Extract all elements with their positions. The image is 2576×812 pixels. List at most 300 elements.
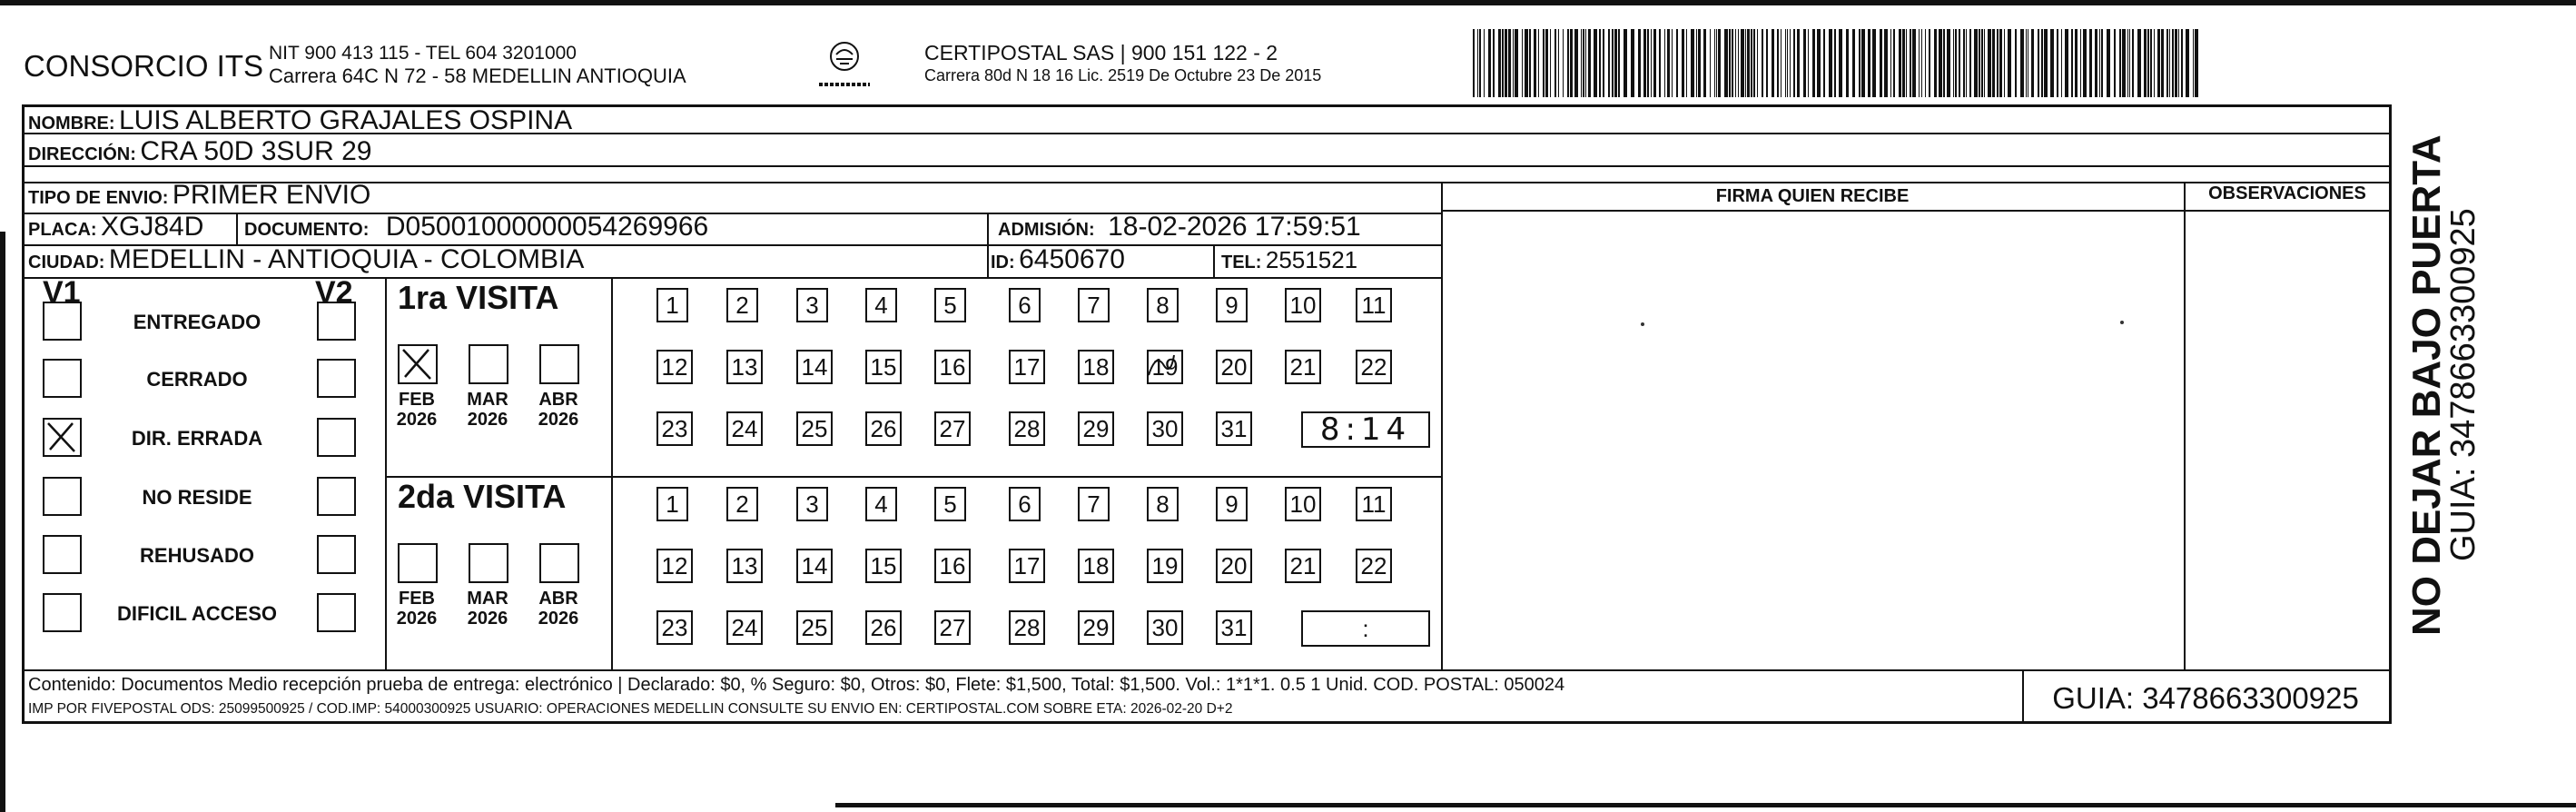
month-label: MAR 2026 xyxy=(467,390,508,430)
day-box[interactable]: 25 xyxy=(796,610,833,645)
day-box[interactable]: 26 xyxy=(865,610,902,645)
v1-checkbox[interactable] xyxy=(43,593,82,632)
barcode-bar xyxy=(1594,29,1597,97)
barcode-bar xyxy=(1777,29,1779,97)
barcode-bar xyxy=(1515,29,1518,97)
barcode-bar xyxy=(1953,29,1954,97)
day-box[interactable]: 20 xyxy=(1216,350,1252,384)
placa-label: PLACA: xyxy=(28,220,97,240)
month-checkbox[interactable] xyxy=(539,543,579,583)
second-visit-days xyxy=(611,476,1441,669)
id-value: 6450670 xyxy=(1019,244,1125,274)
barcode-bar xyxy=(2031,29,2034,97)
status-label: DIFICIL ACCESO xyxy=(116,602,277,625)
barcode-bar xyxy=(1534,29,1536,97)
barcode-bar xyxy=(1766,29,1768,97)
day-box[interactable]: 19 xyxy=(1147,350,1183,384)
barcode-bar xyxy=(1686,29,1687,97)
status-label: CERRADO xyxy=(146,368,248,391)
barcode-bar xyxy=(2050,29,2054,97)
barcode-bar xyxy=(1729,29,1731,97)
tel-label: TEL: xyxy=(1221,253,1262,272)
barcode-bar xyxy=(2144,29,2147,97)
day-box[interactable]: 1 xyxy=(656,288,688,322)
barcode-bar xyxy=(1772,29,1774,97)
month-label: FEB 2026 xyxy=(396,390,438,430)
barcode-bar xyxy=(1570,29,1573,97)
barcode-bar xyxy=(2041,29,2043,97)
day-box[interactable]: 24 xyxy=(726,610,763,645)
time-box[interactable]: : xyxy=(1301,610,1430,647)
barcode-bar xyxy=(1698,29,1701,97)
barcode-bar xyxy=(1861,29,1865,97)
status-label: REHUSADO xyxy=(140,544,254,567)
barcode-bar xyxy=(1872,29,1876,97)
barcode-bar xyxy=(2195,29,2198,97)
day-box[interactable]: 21 xyxy=(1285,350,1321,384)
barcode-bar xyxy=(1797,29,1800,97)
month-checkbox[interactable] xyxy=(398,344,438,384)
month-label: ABR 2026 xyxy=(538,589,579,629)
day-box[interactable]: 2 xyxy=(726,487,758,521)
day-box[interactable]: 9 xyxy=(1216,487,1248,521)
barcode-bar xyxy=(1762,29,1763,97)
day-box[interactable]: 13 xyxy=(726,549,763,583)
barcode-bar xyxy=(2178,29,2179,97)
documento-label: DOCUMENTO: xyxy=(244,220,370,240)
day-box[interactable]: 4 xyxy=(865,288,897,322)
barcode-bar xyxy=(1550,29,1551,97)
barcode-bar xyxy=(1716,29,1717,97)
barcode-bar xyxy=(1659,29,1661,97)
carrier-address: Carrera 80d N 18 16 Lic. 2519 De Octubre 23 De 2015 xyxy=(924,66,1322,84)
day-box[interactable]: 3 xyxy=(796,487,828,521)
day-box[interactable]: 3 xyxy=(796,288,828,322)
barcode-bar xyxy=(1618,29,1620,97)
barcode-bar xyxy=(1513,29,1514,97)
barcode-bar xyxy=(2080,29,2081,97)
day-box[interactable]: 28 xyxy=(1009,411,1045,446)
barcode-bar xyxy=(1484,29,1485,97)
barcode-bar xyxy=(1585,29,1586,97)
barcode-bar xyxy=(1714,29,1715,97)
tel-cell xyxy=(1221,246,1357,274)
barcode-bar xyxy=(1667,29,1670,97)
barcode-bar xyxy=(2172,29,2174,97)
month-label: ABR 2026 xyxy=(538,390,579,430)
barcode-bar xyxy=(1929,29,1930,97)
barcode-bar xyxy=(1732,29,1733,97)
barcode-bar xyxy=(1787,29,1788,97)
barcode-bar xyxy=(1538,29,1539,97)
barcode-bar xyxy=(1999,29,2002,97)
day-box[interactable]: 6 xyxy=(1009,288,1041,322)
barcode-bar xyxy=(2166,29,2168,97)
footer-guia: GUIA: 3478663300925 xyxy=(2052,681,2359,715)
barcode-bar xyxy=(1902,29,1905,97)
barcode-bar xyxy=(1803,29,1806,97)
scan-dot xyxy=(2120,321,2124,324)
barcode-bar xyxy=(1741,29,1744,97)
company-address: Carrera 64C N 72 - 58 MEDELLIN ANTIOQUIA xyxy=(269,64,686,87)
barcode-bar xyxy=(1672,29,1673,97)
day-box[interactable]: 11 xyxy=(1356,288,1392,322)
tipo-row xyxy=(28,180,370,211)
barcode-bar xyxy=(2083,29,2087,97)
ciudad-value: MEDELLIN - ANTIOQUIA - COLOMBIA xyxy=(108,244,585,274)
barcode-bar xyxy=(1893,29,1895,97)
barcode-bar xyxy=(1919,29,1920,97)
barcode-bar xyxy=(2181,29,2183,97)
id-cell xyxy=(991,244,1125,275)
barcode-bar xyxy=(2129,29,2130,97)
ciudad-cell xyxy=(28,244,584,275)
barcode-bar xyxy=(2089,29,2092,97)
day-box[interactable]: 21 xyxy=(1285,549,1321,583)
barcode-bar xyxy=(1846,29,1849,97)
v1-checkbox[interactable] xyxy=(43,477,82,516)
day-box[interactable]: 18 xyxy=(1078,350,1114,384)
month-checkbox[interactable] xyxy=(539,344,579,384)
second-visit-title: 2da VISITA xyxy=(398,478,567,515)
barcode-bar xyxy=(2150,29,2152,97)
v1-checkbox[interactable] xyxy=(43,302,82,341)
day-box[interactable]: 16 xyxy=(934,350,971,384)
day-box[interactable]: 15 xyxy=(865,549,902,583)
barcode-bar xyxy=(1988,29,1991,97)
day-box[interactable]: 28 xyxy=(1009,610,1045,645)
barcode-bar xyxy=(2008,29,2011,97)
barcode-bar xyxy=(1939,29,1942,97)
barcode-bar xyxy=(1808,29,1809,97)
day-box[interactable]: 29 xyxy=(1078,411,1114,446)
barcode-bar xyxy=(1912,29,1916,97)
month-checkbox[interactable] xyxy=(469,344,508,384)
barcode-bar xyxy=(2186,29,2189,97)
status-label: ENTREGADO xyxy=(133,311,262,333)
day-box[interactable]: 11 xyxy=(1356,487,1392,521)
left-border xyxy=(0,232,5,812)
company-info xyxy=(269,42,686,87)
barcode-bar xyxy=(2127,29,2128,97)
barcode-bar xyxy=(1793,29,1795,97)
barcode-bar xyxy=(1643,29,1646,97)
barcode-bar xyxy=(1880,29,1882,97)
barcode-bar xyxy=(2099,29,2100,97)
day-box[interactable]: 27 xyxy=(934,610,971,645)
day-box[interactable]: 15 xyxy=(865,350,902,384)
direccion-value: CRA 50D 3SUR 29 xyxy=(140,136,372,166)
direccion-label: DIRECCIÓN: xyxy=(28,144,136,164)
barcode-bar xyxy=(1682,29,1684,97)
day-box[interactable]: 12 xyxy=(656,350,693,384)
barcode-bar xyxy=(2175,29,2177,97)
barcode-bar xyxy=(1588,29,1591,97)
barcode-bar xyxy=(2095,29,2097,97)
v2-checkbox[interactable] xyxy=(317,535,356,574)
barcode-bar xyxy=(1558,29,1559,97)
barcode-bar xyxy=(2114,29,2116,97)
barcode-bar xyxy=(2004,29,2005,97)
day-box[interactable]: 20 xyxy=(1216,549,1252,583)
day-box[interactable]: 31 xyxy=(1216,610,1252,645)
barcode-bar xyxy=(2020,29,2024,97)
barcode-bar xyxy=(2038,29,2039,97)
barcode-bar xyxy=(1529,29,1531,97)
v1-checkbox[interactable] xyxy=(43,359,82,398)
v2-checkbox[interactable] xyxy=(317,477,356,516)
day-box[interactable]: 2 xyxy=(726,288,758,322)
barcode-bar xyxy=(1498,29,1501,97)
barcode-bar xyxy=(2147,29,2149,97)
day-box[interactable]: 10 xyxy=(1285,288,1321,322)
barcode-bar xyxy=(2119,29,2121,97)
nombre-value: LUIS ALBERTO GRAJALES OSPINA xyxy=(119,105,573,135)
month-label: FEB 2026 xyxy=(396,589,438,629)
day-box[interactable]: 8 xyxy=(1147,288,1179,322)
month-checkbox[interactable] xyxy=(469,543,508,583)
side-warning: NO DEJAR BAJO PUERTA xyxy=(2404,134,2449,636)
second-visit-months xyxy=(385,476,611,669)
day-box[interactable]: 30 xyxy=(1147,411,1183,446)
barcode-bar xyxy=(1703,29,1706,97)
barcode-bar xyxy=(1868,29,1870,97)
barcode-bar xyxy=(1943,29,1945,97)
day-box[interactable]: 7 xyxy=(1078,288,1110,322)
top-border xyxy=(0,0,2576,5)
barcode-bar xyxy=(2101,29,2103,97)
barcode-bar xyxy=(1963,29,1965,97)
barcode-bar xyxy=(1906,29,1907,97)
footer-imp: IMP POR FIVEPOSTAL ODS: 25099500925 / COD.IMP: 54000300925 USUARIO: OPERACIONES MEDELLIN CONSULTE SU ENVIO EN: CERTIPOSTAL.COM SOBRE ETA: 2026-02-20 D+2 xyxy=(28,701,1233,717)
barcode-bar xyxy=(1981,29,1983,97)
day-box[interactable]: 16 xyxy=(934,549,971,583)
barcode-bar xyxy=(1710,29,1711,97)
barcode-bar xyxy=(1751,29,1752,97)
barcode-bar xyxy=(1757,29,1758,97)
barcode-bar xyxy=(2065,29,2068,97)
barcode-bar xyxy=(2161,29,2164,97)
day-box[interactable]: 30 xyxy=(1147,610,1183,645)
v2-checkbox[interactable] xyxy=(317,359,356,398)
barcode-bar xyxy=(1624,29,1627,97)
barcode-bar xyxy=(1508,29,1511,97)
v1-label: V1 xyxy=(43,275,81,310)
day-box[interactable]: 19 xyxy=(1147,549,1183,583)
day-box[interactable]: 17 xyxy=(1009,350,1045,384)
barcode-bar xyxy=(1959,29,1960,97)
day-box[interactable]: 22 xyxy=(1356,350,1392,384)
barcode-bar xyxy=(1921,29,1922,97)
barcode-bar xyxy=(1477,29,1478,97)
barcode-bar xyxy=(1947,29,1950,97)
barcode-bar xyxy=(1955,29,1957,97)
barcode-bar xyxy=(2044,29,2048,97)
first-visit-months xyxy=(385,277,611,476)
v2-checkbox[interactable] xyxy=(317,418,356,457)
day-box[interactable]: 26 xyxy=(865,411,902,446)
nombre-label: NOMBRE: xyxy=(28,114,115,134)
first-visit-title: 1ra VISITA xyxy=(398,279,559,316)
barcode-bar xyxy=(1718,29,1721,97)
company-nit: NIT 900 413 115 - TEL 604 3201000 xyxy=(269,43,577,64)
v1-checkbox[interactable] xyxy=(43,535,82,574)
v2-checkbox[interactable] xyxy=(317,593,356,632)
barcode-bar xyxy=(1493,29,1495,97)
ciudad-label: CIUDAD: xyxy=(28,253,105,272)
side-guia: GUIA: 3478663300925 xyxy=(2444,208,2482,561)
barcode-bar xyxy=(2157,29,2160,97)
day-box[interactable]: 31 xyxy=(1216,411,1252,446)
barcode-bar xyxy=(1488,29,1491,97)
tipo-label: TIPO DE ENVIO: xyxy=(28,188,169,208)
barcode-bar xyxy=(1925,29,1926,97)
barcode-bar xyxy=(1934,29,1937,97)
day-box[interactable]: 5 xyxy=(934,288,966,322)
day-box[interactable]: 5 xyxy=(934,487,966,521)
barcode-bar xyxy=(1567,29,1569,97)
barcode-bar xyxy=(1884,29,1888,97)
day-box[interactable]: 22 xyxy=(1356,549,1392,583)
barcode-bar xyxy=(2026,29,2027,97)
barcode-bar xyxy=(1834,29,1836,97)
day-box[interactable]: 29 xyxy=(1078,610,1114,645)
v1-checkbox[interactable] xyxy=(43,418,82,457)
time-box[interactable]: 8:14 xyxy=(1301,411,1430,448)
day-box[interactable]: 8 xyxy=(1147,487,1179,521)
scan-dot xyxy=(1641,322,1644,326)
day-box[interactable]: 17 xyxy=(1009,549,1045,583)
barcode-bar xyxy=(1525,29,1528,97)
barcode-bar xyxy=(1997,29,1999,97)
documento-cell xyxy=(244,212,708,243)
barcode-bar xyxy=(1664,29,1665,97)
barcode-bar xyxy=(1612,29,1614,97)
barcode-bar xyxy=(1599,29,1601,97)
barcode-bar xyxy=(2169,29,2170,97)
nombre-row xyxy=(28,105,572,136)
barcode-bar xyxy=(1984,29,1985,97)
day-box[interactable]: 18 xyxy=(1078,549,1114,583)
barcode-bar xyxy=(1653,29,1656,97)
barcode-bar xyxy=(1651,29,1652,97)
observaciones-label: OBSERVACIONES xyxy=(2208,183,2366,203)
barcode-bar xyxy=(1473,29,1475,97)
barcode-bar xyxy=(1812,29,1815,97)
day-box[interactable]: 13 xyxy=(726,350,763,384)
barcode-bar xyxy=(1696,29,1697,97)
barcode-bar xyxy=(1747,29,1750,97)
barcode-bar xyxy=(1966,29,1967,97)
barcode-bar xyxy=(1522,29,1523,97)
barcode-bar xyxy=(1745,29,1746,97)
status-label: NO RESIDE xyxy=(142,486,252,509)
day-box[interactable]: 4 xyxy=(865,487,897,521)
day-box[interactable]: 27 xyxy=(934,411,971,446)
status-label: DIR. ERRADA xyxy=(131,427,263,450)
day-box[interactable]: 14 xyxy=(796,350,833,384)
placa-value: XGJ84D xyxy=(101,212,204,242)
day-box[interactable]: 7 xyxy=(1078,487,1110,521)
barcode-bar xyxy=(1992,29,1995,97)
footer-contents: Contenido: Documentos Medio recepción prueba de entrega: electrónico | Declarado: $0, % Seguro: $0, Otros: $0, Flete: $1,500, Total: $1,500. Vol.: 1*1*1. 0.5 1 Unid. COD. POSTAL: 050024 xyxy=(28,675,1565,695)
barcode-bar xyxy=(1910,29,1911,97)
month-label: MAR 2026 xyxy=(467,589,508,629)
barcode-bar xyxy=(2107,29,2110,97)
barcode-bar xyxy=(1735,29,1736,97)
barcode-bar xyxy=(1554,29,1556,97)
barcode-bar xyxy=(1974,29,1978,97)
barcode-bar xyxy=(1691,29,1694,97)
barcode-bar xyxy=(1829,29,1832,97)
day-box[interactable]: 10 xyxy=(1285,487,1321,521)
barcode-bar xyxy=(2193,29,2194,97)
barcode-bar xyxy=(1583,29,1584,97)
barcode-bar xyxy=(1790,29,1791,97)
barcode-bar xyxy=(1724,29,1728,97)
delivery-form xyxy=(22,104,2392,724)
id-label: ID: xyxy=(991,253,1015,272)
v2-label: V2 xyxy=(315,275,353,310)
barcode-bar xyxy=(1852,29,1855,97)
day-box[interactable]: 12 xyxy=(656,549,693,583)
barcode-bar xyxy=(1785,29,1786,97)
month-checkbox[interactable] xyxy=(398,543,438,583)
barcode-bar xyxy=(1839,29,1842,97)
tel-value: 2551521 xyxy=(1265,246,1358,273)
barcode-bar xyxy=(1614,29,1617,97)
barcode-bar xyxy=(1631,29,1634,97)
company-name: CONSORCIO ITS xyxy=(24,49,264,83)
barcode-bar xyxy=(1638,29,1641,97)
direccion-row xyxy=(28,136,371,167)
day-box[interactable]: 23 xyxy=(656,411,693,446)
carrier-name: CERTIPOSTAL SAS | 900 151 122 - 2 xyxy=(924,41,1278,64)
barcode-bar xyxy=(2132,29,2134,97)
barcode-bar xyxy=(1608,29,1610,97)
barcode-bar xyxy=(1505,29,1507,97)
barcode-bar xyxy=(2061,29,2062,97)
day-box[interactable]: 25 xyxy=(796,411,833,446)
day-box[interactable]: 6 xyxy=(1009,487,1041,521)
v2-checkbox[interactable] xyxy=(317,302,356,341)
barcode-bar xyxy=(1479,29,1481,97)
barcode-bar xyxy=(1817,29,1821,97)
barcode-bar xyxy=(1574,29,1578,97)
documento-value: D05001000000054269966 xyxy=(385,212,709,242)
status-section xyxy=(25,277,385,669)
firma-label: FIRMA QUIEN RECIBE xyxy=(1715,186,1910,206)
barcode-bar xyxy=(1969,29,1971,97)
barcode-bar xyxy=(2154,29,2155,97)
tipo-value: PRIMER ENVIO xyxy=(172,180,371,210)
barcode-bar xyxy=(2137,29,2141,97)
admision-value: 18-02-2026 17:59:51 xyxy=(1108,212,1361,242)
admision-label: ADMISIÓN: xyxy=(998,220,1095,240)
day-box[interactable]: 14 xyxy=(796,549,833,583)
day-box[interactable]: 1 xyxy=(656,487,688,521)
barcode-bar xyxy=(1543,29,1545,97)
day-box[interactable]: 24 xyxy=(726,411,763,446)
barcode-bar xyxy=(1823,29,1825,97)
certipostal-logo xyxy=(808,38,881,93)
barcode-bar xyxy=(2015,29,2017,97)
barcode-bar xyxy=(1581,29,1582,97)
day-box[interactable]: 23 xyxy=(656,610,693,645)
day-box[interactable]: 9 xyxy=(1216,288,1248,322)
bottom-border xyxy=(835,803,2576,807)
barcode-bar xyxy=(1859,29,1860,97)
